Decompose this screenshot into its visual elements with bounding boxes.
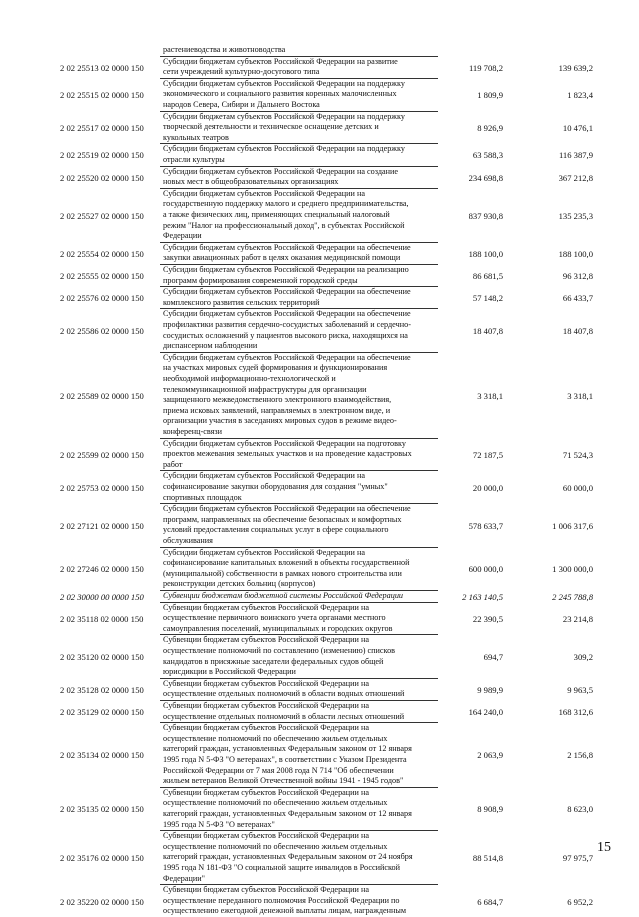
table-row	[0, 79, 639, 111]
description-line: проектов межевания земельных участков и на проведение кадастровых	[163, 449, 412, 459]
description-line: необходимой информационно-технологической и	[163, 373, 336, 383]
value-2021: 164 240,0	[468, 707, 503, 718]
value-2021: 9 989,9	[477, 684, 503, 695]
description-line: Российской Федерации от 7 мая 2008 года N 714 "Об обеспечении	[163, 765, 394, 775]
table-row	[0, 309, 639, 351]
description-line: Субвенции бюджетам субъектов Российской Федерации на	[163, 678, 369, 688]
row-description	[163, 167, 435, 188]
description-line: сети учреждений культурно-досугового типа	[163, 67, 320, 77]
budget-code: 2 02 25576 02 0000 150	[60, 293, 144, 304]
description-line: Субвенции бюджетам субъектов Российской Федерации на	[163, 723, 369, 733]
description-line: обслуживания	[163, 535, 213, 545]
row-description	[163, 831, 435, 884]
description-line: самоуправления поселений, муниципальных и городских округов	[163, 623, 393, 633]
budget-code: 2 02 25513 02 0000 150	[60, 62, 144, 73]
description-line: кукольных театров	[163, 132, 229, 142]
description-line: осуществление переданного полномочия Российской Федерации по	[163, 895, 400, 905]
continuation-line: растениеводства и животноводства	[163, 45, 286, 54]
description-line: телекоммуникационной инфраструктуры для организации	[163, 384, 367, 394]
description-line: 1995 года N 181-ФЗ "О социальной защите инвалидов в Российской	[163, 862, 401, 872]
description-line: юрисдикции в Российской Федерации	[163, 667, 296, 677]
page-number: 15	[597, 840, 611, 855]
description-line: закупки авиационных работ в целях оказания медицинской помощи	[163, 253, 401, 263]
description-line: Субсидии бюджетам субъектов Российской Федерации на обеспечение	[163, 352, 411, 362]
description-line: осуществление полномочий по обеспечению жильем отдельных	[163, 733, 388, 743]
table-row	[0, 788, 639, 830]
value-2022: 367 212,8	[558, 172, 593, 183]
budget-code: 2 02 27121 02 0000 150	[60, 520, 144, 531]
row-description	[163, 635, 435, 677]
table-row	[0, 144, 639, 165]
value-2022: 23 214,8	[562, 613, 593, 624]
budget-code: 2 02 35135 02 0000 150	[60, 804, 144, 815]
description-line: Субсидии бюджетам субъектов Российской Федерации на	[163, 471, 365, 481]
description-line: Субсидии бюджетам субъектов Российской Федерации на развитие	[163, 56, 398, 66]
budget-code: 2 02 25527 02 0000 150	[60, 210, 144, 221]
budget-code: 2 02 35220 02 0000 150	[60, 896, 144, 907]
description-line: Субсидии бюджетам субъектов Российской Федерации на	[163, 188, 365, 198]
description-line: режим "Налог на профессиональный доход", в субъектах Российской	[163, 220, 405, 230]
row-description	[163, 504, 435, 546]
description-line: программ, направленных на обеспечение безопасных и комфортных	[163, 514, 402, 524]
value-2021: 694,7	[483, 652, 503, 663]
value-2022: 139 639,2	[558, 62, 593, 73]
value-2022: 168 312,6	[558, 707, 593, 718]
table-row	[0, 548, 639, 590]
description-line: сосудистых осложнений у пациентов высокого риска, находящихся на	[163, 330, 408, 340]
description-line: работ	[163, 459, 183, 469]
table-row	[0, 287, 639, 308]
row-description	[163, 723, 435, 787]
description-line: экономического и социального развития коренных малочисленных	[163, 89, 397, 99]
table-row	[0, 471, 639, 503]
value-2021: 3 318,1	[477, 390, 503, 401]
description-line: Субсидии бюджетам субъектов Российской Федерации на подготовку	[163, 438, 406, 448]
description-line: реконструкции детских больниц (корпусов)	[163, 579, 316, 589]
row-description	[163, 287, 435, 308]
value-2021: 188 100,0	[468, 248, 503, 259]
description-line: творческой деятельности и техническое оснащение детских и	[163, 122, 379, 132]
budget-code: 2 02 30000 00 0000 150	[60, 591, 144, 602]
description-line: Субсидии бюджетам субъектов Российской Федерации на поддержку	[163, 111, 405, 121]
row-description	[163, 79, 435, 111]
description-line: Субвенции бюджетам субъектов Российской Федерации на	[163, 885, 369, 895]
table-row	[0, 701, 639, 722]
description-line: диспансерном наблюдении	[163, 341, 258, 351]
row-description	[163, 57, 435, 78]
description-line: осуществление полномочий по составлению (изменению) списков	[163, 645, 396, 655]
value-2022: 66 433,7	[562, 293, 593, 304]
description-line: софинансирование капитальных вложений в объекты государственной	[163, 558, 410, 568]
value-2022: 1 300 000,0	[552, 564, 593, 575]
value-2022: 96 312,8	[562, 271, 593, 282]
value-2021: 234 698,8	[468, 172, 503, 183]
description-line: Субвенции бюджетам субъектов Российской Федерации на	[163, 701, 369, 710]
description-line: 1995 года N 5-ФЗ "О ветеранах", в соответствии с Указом Президента	[163, 754, 407, 764]
value-2021: 8 926,9	[477, 122, 503, 133]
table-row	[0, 353, 639, 438]
budget-code: 2 02 25555 02 0000 150	[60, 271, 144, 282]
description-line: осуществление отдельных полномочий в области лесных отношений	[163, 711, 405, 721]
description-line: профилактики развития сердечно-сосудистых заболеваний и сердечно-	[163, 319, 411, 329]
description-line: спортивных площадок	[163, 492, 242, 502]
description-line: Субвенции бюджетам субъектов Российской Федерации на	[163, 787, 369, 797]
budget-code: 2 02 35118 02 0000 150	[60, 613, 144, 624]
value-2021: 63 588,3	[472, 150, 503, 161]
value-2021: 86 681,5	[472, 271, 503, 282]
description-line: (муниципальной) собственности в рамках нового строительства или	[163, 568, 402, 578]
row-description	[163, 591, 435, 602]
description-line: осуществление полномочий по обеспечению жильем отдельных	[163, 798, 388, 808]
budget-code: 2 02 35176 02 0000 150	[60, 853, 144, 864]
table-row	[0, 265, 639, 286]
description-line: Субвенции бюджетам субъектов Российской Федерации на	[163, 602, 369, 612]
value-2022: 97 975,7	[562, 853, 593, 864]
value-2021: 22 390,5	[472, 613, 503, 624]
description-line: Федерации	[163, 231, 202, 241]
budget-code: 2 02 25586 02 0000 150	[60, 326, 144, 337]
value-2021: 600 000,0	[468, 564, 503, 575]
table-row	[0, 831, 639, 884]
value-2022: 60 000,0	[562, 482, 593, 493]
value-2021: 88 514,8	[472, 853, 503, 864]
description-line: Субсидии бюджетам субъектов Российской Федерации на обеспечение	[163, 242, 411, 252]
budget-code: 2 02 25589 02 0000 150	[60, 390, 144, 401]
table-row	[0, 635, 639, 677]
value-2021: 18 407,8	[472, 326, 503, 337]
value-2022: 309,2	[573, 652, 593, 663]
description-line: приема исковых заявлений, направляемых в электронном виде, и	[163, 405, 391, 415]
table-row	[0, 591, 639, 602]
description-line: организации участия в заседаниях мировых судов в режиме видео-	[163, 416, 397, 426]
table-row	[0, 723, 639, 787]
value-2021: 837 930,8	[468, 210, 503, 221]
row-description	[163, 603, 435, 635]
description-line: осуществление отдельных полномочий в области водных отношений	[163, 689, 405, 699]
description-line: осуществлению ежегодной денежной выплаты лицам, награжденным	[163, 906, 407, 916]
description-line: Субсидии бюджетам субъектов Российской Федерации на реализацию	[163, 265, 409, 274]
budget-code: 2 02 25599 02 0000 150	[60, 449, 144, 460]
description-line: Субвенции бюджетам субъектов Российской Федерации на	[163, 831, 369, 841]
value-2021: 2 063,9	[477, 750, 503, 761]
row-description	[163, 189, 435, 242]
value-2022: 135 235,3	[558, 210, 593, 221]
value-2022: 8 623,0	[567, 804, 593, 815]
description-line: Субсидии бюджетам субъектов Российской Федерации на обеспечение	[163, 287, 411, 297]
table-row	[0, 189, 639, 242]
value-2022: 10 476,1	[562, 122, 593, 133]
row-description	[163, 788, 435, 830]
value-2022: 3 318,1	[567, 390, 593, 401]
value-2022: 1 006 317,6	[552, 520, 593, 531]
budget-code: 2 02 35129 02 0000 150	[60, 707, 144, 718]
value-2021: 72 187,5	[472, 449, 503, 460]
description-line: программ формирования современной городской среды	[163, 275, 358, 285]
description-line: Субсидии бюджетам субъектов Российской Федерации на поддержку	[163, 144, 405, 154]
description-line: народов Севера, Сибири и Дальнего Востока	[163, 99, 320, 109]
budget-code: 2 02 25753 02 0000 150	[60, 482, 144, 493]
row-description	[163, 548, 435, 590]
description-line: осуществление первичного воинского учета органами местного	[163, 613, 386, 623]
row-description	[163, 471, 435, 503]
value-2022: 9 963,5	[567, 684, 593, 695]
value-2022: 18 407,8	[562, 326, 593, 337]
description-line: условий предоставления социальных услуг в сфере социального	[163, 525, 389, 535]
value-2021: 8 908,9	[477, 804, 503, 815]
description-line: Субвенции бюджетам субъектов Российской Федерации на	[163, 635, 369, 645]
row-description	[163, 309, 435, 351]
value-2021: 1 809,9	[477, 90, 503, 101]
value-2021: 57 148,2	[472, 293, 503, 304]
row-description	[163, 439, 435, 471]
value-2022: 6 952,2	[567, 896, 593, 907]
description-line: государственную поддержку малого и среднего предпринимательства,	[163, 199, 409, 209]
value-2022: 188 100,0	[558, 248, 593, 259]
description-line: Субсидии бюджетам субъектов Российской Федерации на обеспечение	[163, 504, 411, 514]
value-2021: 2 163 140,5	[462, 591, 503, 602]
value-2021: 119 708,2	[468, 62, 503, 73]
table-row	[0, 167, 639, 188]
row-description	[163, 701, 435, 722]
description-line: софинансирование закупки оборудования для создания "умных"	[163, 481, 388, 491]
description-line: Субвенции бюджетам бюджетной системы Российской Федерации	[163, 591, 404, 600]
table-row	[0, 504, 639, 546]
description-line: категорий граждан, установленных Федеральным законом от 12 января	[163, 744, 412, 754]
value-2021: 6 684,7	[477, 896, 503, 907]
table-row	[0, 243, 639, 264]
row-description	[163, 679, 435, 700]
description-line: Субсидии бюджетам субъектов Российской Федерации на	[163, 547, 365, 557]
description-line: на участках мировых судей формирования и функционирования	[163, 363, 388, 373]
value-2022: 1 823,4	[567, 90, 593, 101]
description-line: отрасли культуры	[163, 154, 225, 164]
budget-code: 2 02 35128 02 0000 150	[60, 684, 144, 695]
description-line: Субсидии бюджетам субъектов Российской Федерации на обеспечение	[163, 309, 411, 319]
value-2022: 2 156,8	[567, 750, 593, 761]
description-line: категорий граждан, установленных Федеральным законом от 24 ноября	[163, 852, 413, 862]
table-row	[0, 603, 639, 635]
budget-code: 2 02 25520 02 0000 150	[60, 172, 144, 183]
description-line: осуществление полномочий по обеспечению жильем отдельных	[163, 841, 388, 851]
value-2022: 71 524,3	[562, 449, 593, 460]
description-line: кандидатов в присяжные заседатели федеральных судов общей	[163, 656, 384, 666]
description-line: конференц-связи	[163, 426, 222, 436]
budget-code: 2 02 25517 02 0000 150	[60, 122, 144, 133]
budget-code: 2 02 27246 02 0000 150	[60, 564, 144, 575]
description-line: а также физических лиц, применяющих специальный налоговый	[163, 209, 390, 219]
row-description	[163, 265, 435, 286]
description-line: 1995 года N 5-ФЗ "О ветеранах"	[163, 819, 275, 829]
value-2021: 578 633,7	[468, 520, 503, 531]
row-description	[163, 112, 435, 144]
table-row	[0, 112, 639, 144]
table-row	[0, 885, 639, 917]
budget-code: 2 02 25554 02 0000 150	[60, 248, 144, 259]
value-2021: 20 000,0	[472, 482, 503, 493]
description-line: защищенного межведомственного электронного взаимодействия,	[163, 395, 392, 405]
description-line: Федерации"	[163, 873, 206, 883]
budget-code: 2 02 35134 02 0000 150	[60, 750, 144, 761]
description-line: категорий граждан, установленных Федеральным законом от 12 января	[163, 808, 412, 818]
budget-code: 2 02 25519 02 0000 150	[60, 150, 144, 161]
budget-code: 2 02 25515 02 0000 150	[60, 90, 144, 101]
description-line: комплексного развития сельских территорий	[163, 297, 320, 307]
row-description	[163, 144, 435, 165]
table-row	[0, 57, 639, 78]
table-row	[0, 679, 639, 700]
description-line: жильем ветеранов Великой Отечественной войны 1941 - 1945 годов"	[163, 776, 404, 786]
row-description	[163, 353, 435, 438]
description-line: Субсидии бюджетам субъектов Российской Федерации на создание	[163, 166, 399, 176]
row-description	[163, 885, 435, 917]
value-2022: 116 387,9	[558, 150, 593, 161]
row-description	[163, 243, 435, 264]
value-2022: 2 245 788,8	[552, 591, 593, 602]
table-row	[0, 439, 639, 471]
description-line: Субсидии бюджетам субъектов Российской Федерации на поддержку	[163, 78, 405, 88]
description-line: новых мест в общеобразовательных организациях	[163, 177, 339, 187]
budget-code: 2 02 35120 02 0000 150	[60, 652, 144, 663]
